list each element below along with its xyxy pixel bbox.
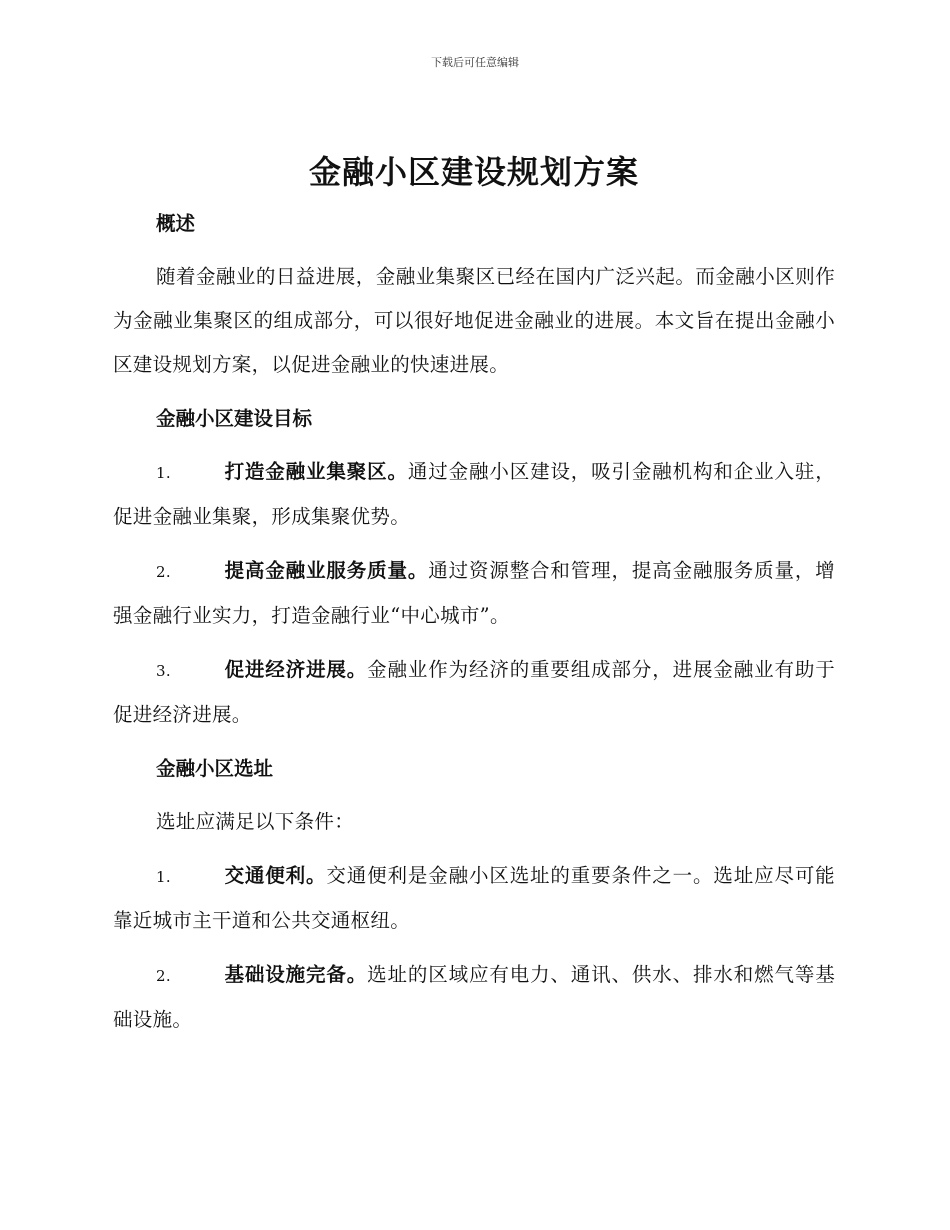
document-body (113, 148, 835, 1042)
list-item (113, 953, 835, 1042)
section-heading-goals: 金融小区建设目标 (156, 407, 313, 430)
list-item (113, 549, 835, 638)
section-heading-site: 金融小区选址 (156, 757, 274, 780)
list-item (113, 450, 835, 539)
list-item-number: 1. (156, 868, 171, 886)
overview-paragraph: 随着金融业的日益进展，金融业集聚区已经在国内广泛兴起。而金融小区则作为金融业集聚区的组成部分，可以很好地促进金融业的进展。本文旨在提出金融小区建设规划方案，以促进金融业的快速进展。 (113, 265, 835, 376)
list-item-lead: 提高金融业服务质量。 (224, 559, 429, 582)
list-item-lead: 促进经济进展。 (224, 658, 368, 681)
list-item-text: 选址的区域应有电力、通讯、供水、排水和燃气等基础设施。 (113, 963, 835, 1031)
site-intro: 选址应满足以下条件： (156, 810, 355, 833)
list-item-lead: 基础设施完备。 (224, 963, 368, 986)
list-item (113, 648, 835, 737)
list-item-lead: 打造金融业集聚区。 (224, 460, 408, 483)
list-item-text: 金融业作为经济的重要组成部分，进展金融业有助于促进经济进展。 (113, 658, 835, 726)
page-header: 下载后可任意编辑 (431, 56, 519, 69)
document-title: 金融小区建设规划方案 (308, 153, 639, 191)
list-item-lead: 交通便利。 (224, 864, 327, 887)
list-item (113, 854, 835, 943)
list-item-text: 通过金融小区建设，吸引金融机构和企业入驻，促进金融业集聚，形成集聚优势。 (113, 460, 835, 528)
list-item-text: 交通便利是金融小区选址的重要条件之一。选址应尽可能靠近城市主干道和公共交通枢纽。 (113, 864, 835, 932)
list-item-text: 通过资源整合和管理，提高金融服务质量，增强金融行业实力，打造金融行业“中心城市”。 (113, 559, 835, 627)
list-item-number: 3. (156, 662, 171, 680)
list-item-number: 2. (156, 563, 171, 581)
list-item-number: 2. (156, 967, 171, 985)
section-heading-overview: 概述 (156, 212, 196, 235)
list-item-number: 1. (156, 464, 171, 482)
